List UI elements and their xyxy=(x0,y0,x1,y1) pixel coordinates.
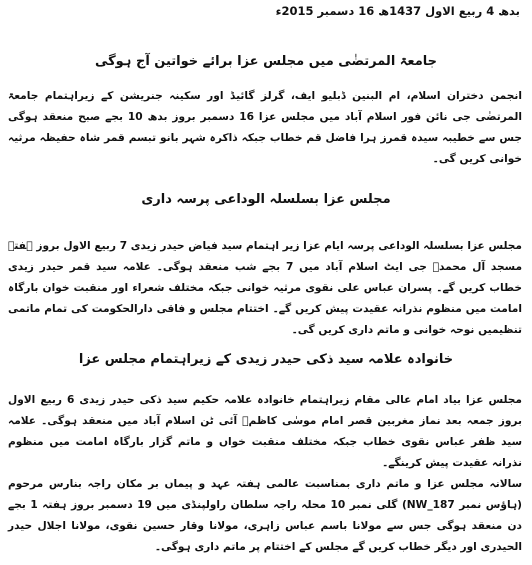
section-3-body: مجلس عزا بیاد امام عالی مقام زیراہتمام خانوادہ علامہ حکیم سید ذکی حیدر زیدی 6 ربیع الاول بروز جمعہ بعد نماز مغربین قصر امام موسٰی کاظمؑ آئی ٹن اسلام آباد میں منعقد ہوگی۔ علامہ سید ظفر عباس نقوی خطاب جبکہ مختلف منقبت خواں و ماتم گزار بارگاہ امامت میں منظوم نذرانہ عقیدت پیش کرینگے۔ xyxy=(8,394,522,469)
section-1-body: انجمن دختران اسلام، ام البنین ڈبلیو ایف، گرلز گائیڈ اور سکینہ جنریشن کے زیراہتمام جامعۃ المرتضٰی جی نائن فور اسلام آباد میں مجلس عزا 16 دسمبر بروز بدھ 10 بجے صبح منعقد ہوگی جس سے خطیبہ سیدہ قمرز ہرا فاضل قم خطاب جبکہ ذاکرہ شہر بانو تبسم قمر شاہ حفیظہ مرثیہ خوانی کریں گی۔ xyxy=(8,90,523,165)
section-2-body: مجلس عزا بسلسلہ الوداعی پرسہ ایام عزا زیر اہتمام سید فیاض حیدر زیدی 7 ربیع الاول بروز ہفتہ مسجد آل محمدؐ جی ایٹ اسلام آباد میں 7 بجے شب منعقد ہوگی۔ علامہ سید قمر حیدر زیدی خطاب کریں گے۔ پسران عباس علی نقوی مرثیہ خوانی جبکہ مختلف شعراء اور منقبت خوان بارگاہ امامت میں منظوم نذرانہ عقیدت پیش کریں گے۔ اختتام مجلس و فاقی دارالحکومت کی تمام ماتمی تنظیمیں نوحہ خوانی و ماتم داری کریں گی۔ xyxy=(8,240,523,336)
section-2-heading: مجلس عزا بسلسلہ الوداعی پرسہ داری xyxy=(141,192,391,207)
section-3-heading: خانوادہ علامہ سید ذکی حیدر زیدی کے زیراہتمام مجلس عزا xyxy=(78,352,454,367)
section-1-heading: جامعۃ المرتضٰی میں مجلس عزا برائے خواتین آج ہوگی xyxy=(94,54,438,69)
section-4-body: سالانہ مجلس عزا و ماتم داری بمناسبت عالمی ہفتہ عہد و پیماں بر مکان راجہ بنارس مرحوم (ہاؤس نمبر NW_187) گلی نمبر 10 محلہ راجہ سلطان راولپنڈی میں 19 دسمبر بروز ہفتہ 1 بجے دن منعقد ہوگی جس سے مولانا باسم عباس زاہری، مولانا وقار حسین نقوی، مولانا اجلال حیدر الحیدری اور دیگر خطاب کریں گے مجلس کے اختتام پر ماتم داری ہوگی۔ xyxy=(8,478,522,553)
issue-dateline: بدھ 4 ربیع الاول 1437ھ 16 دسمبر 2015ء xyxy=(275,4,520,18)
